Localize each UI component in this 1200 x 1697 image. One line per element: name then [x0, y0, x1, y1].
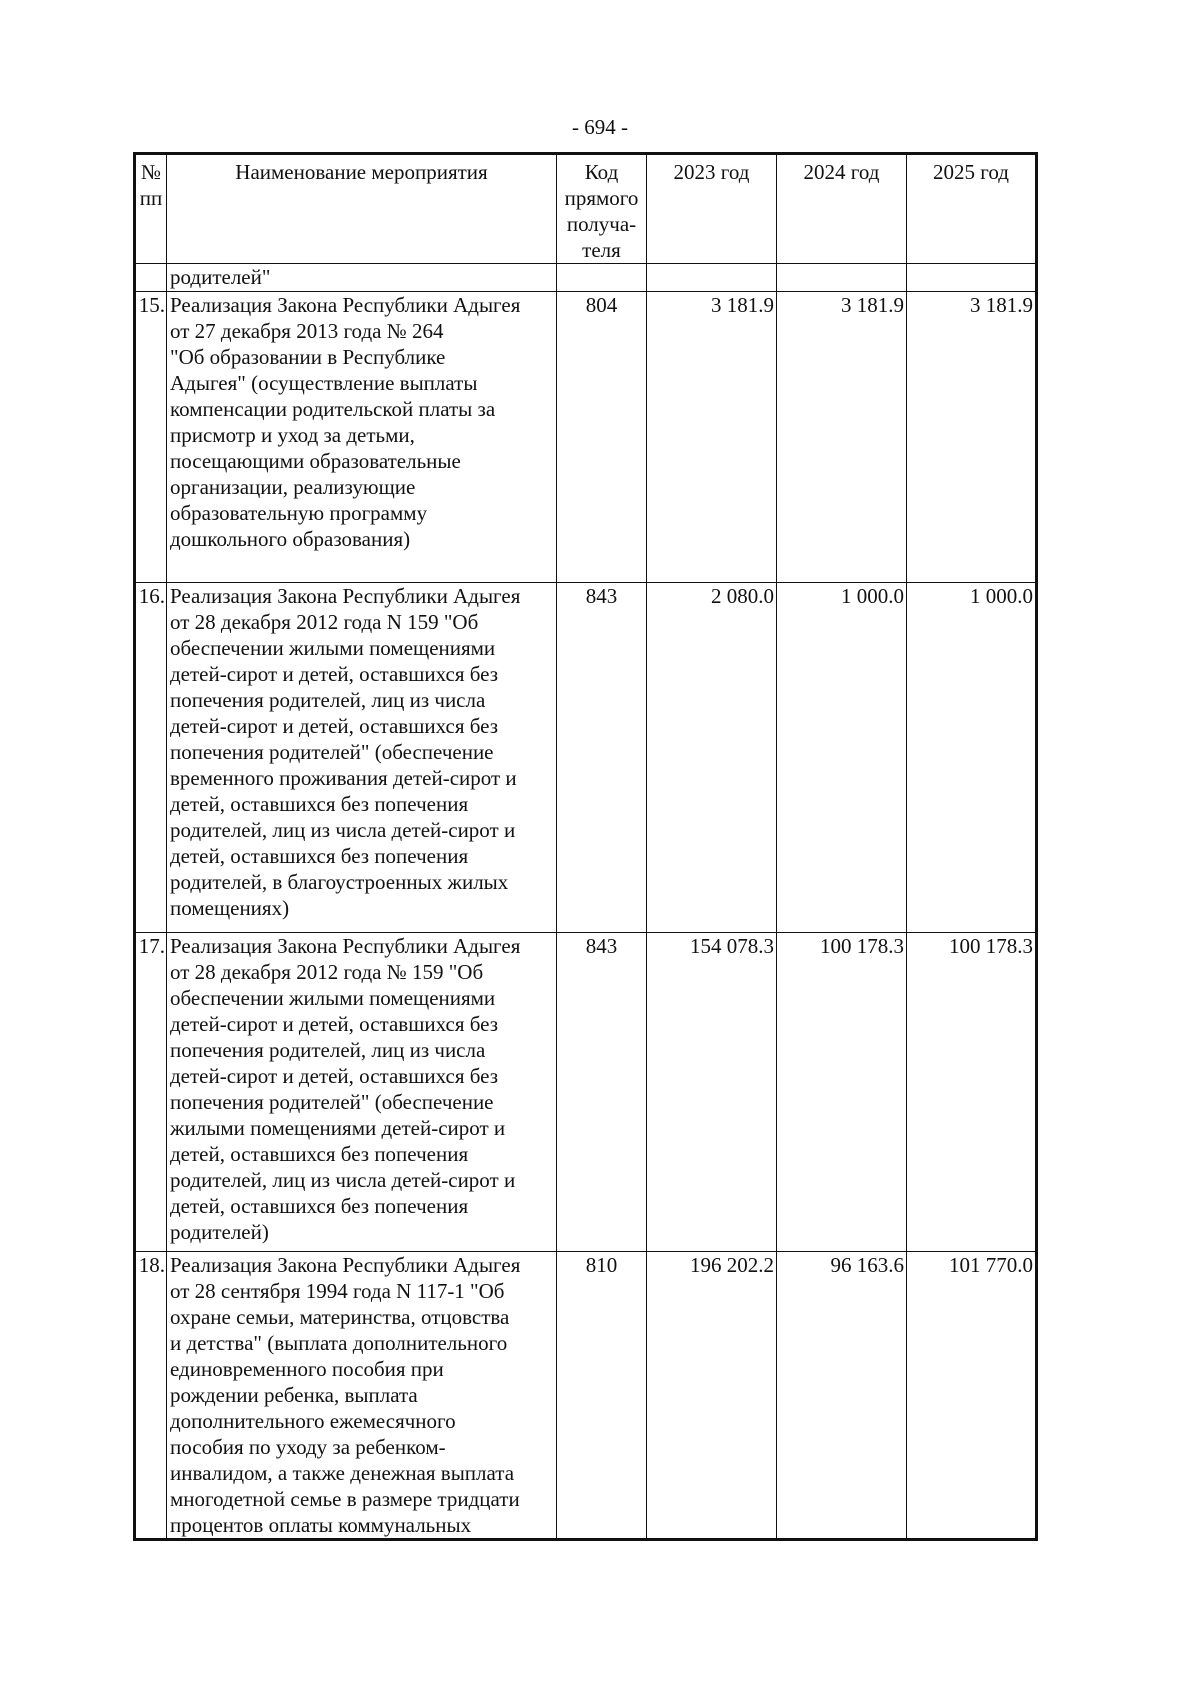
row-name: Реализация Закона Республики Адыгея от 28 декабря 2012 года № 159 "Об обеспечении жилыми помещениями детей-сирот и детей, оставшихся без попечения родителей, лиц из числа детей-сирот и детей, оставшихся без попечения родителей" (обеспечение жилыми помещениями детей-сирот и детей, оставшихся без попечения родителей, лиц из числа детей-сирот и детей, оставшихся без попечения родителей)	[167, 933, 557, 1252]
row-name: Реализация Закона Республики Адыгея от 28 сентября 1994 года N 117-1 "Об охране семьи, материнства, отцовства и детства" (выплата дополнительного единовременного пособия при рождении ребенка, выплата дополнительного ежемесячного пособия по уходу за ребенком- инвалидом, а также денежная выплата многодетной семье в размере тридцати процентов оплаты коммунальных	[167, 1252, 557, 1540]
budget-table	[133, 152, 1038, 1541]
row-number: 16.	[135, 583, 167, 933]
row-2025: 100 178.3	[907, 933, 1037, 1252]
row-name: родителей"	[167, 264, 557, 292]
header-2024: 2024 год	[777, 154, 907, 264]
row-code: 843	[557, 933, 647, 1252]
header-num: № пп	[135, 154, 167, 264]
table-row	[135, 583, 1037, 933]
row-2025: 3 181.9	[907, 292, 1037, 583]
header-code: Код прямого получа- теля	[557, 154, 647, 264]
page-number: - 694 -	[572, 115, 628, 139]
row-number: 18.	[135, 1252, 167, 1540]
row-2025	[907, 264, 1037, 292]
table-row-continuation	[135, 264, 1037, 292]
row-number: 15.	[135, 292, 167, 583]
row-name: Реализация Закона Республики Адыгея от 28 декабря 2012 года N 159 "Об обеспечении жилыми помещениями детей-сирот и детей, оставшихся без попечения родителей, лиц из числа детей-сирот и детей, оставшихся без попечения родителей" (обеспечение временного проживания детей-сирот и детей, оставшихся без попечения родителей, лиц из числа детей-сирот и детей, оставшихся без попечения родителей, в благоустроенных жилых помещениях)	[167, 583, 557, 933]
row-code: 843	[557, 583, 647, 933]
row-2024	[777, 264, 907, 292]
row-name: Реализация Закона Республики Адыгея от 27 декабря 2013 года № 264 "Об образовании в Республике Адыгея" (осуществление выплаты компенсации родительской платы за присмотр и уход за детьми, посещающими образовательные организации, реализующие образовательную программу дошкольного образования)	[167, 292, 557, 583]
row-2024: 96 163.6	[777, 1252, 907, 1540]
header-2023: 2023 год	[647, 154, 777, 264]
header-name: Наименование мероприятия	[167, 154, 557, 264]
row-2025: 101 770.0	[907, 1252, 1037, 1540]
row-2023: 3 181.9	[647, 292, 777, 583]
row-2023: 196 202.2	[647, 1252, 777, 1540]
header-2025: 2025 год	[907, 154, 1037, 264]
row-2024: 3 181.9	[777, 292, 907, 583]
row-2024: 100 178.3	[777, 933, 907, 1252]
row-number	[135, 264, 167, 292]
row-code	[557, 264, 647, 292]
row-code: 810	[557, 1252, 647, 1540]
row-2025: 1 000.0	[907, 583, 1037, 933]
row-number: 17.	[135, 933, 167, 1252]
table-row	[135, 933, 1037, 1252]
row-2023: 2 080.0	[647, 583, 777, 933]
table-header-row	[135, 154, 1037, 264]
row-2024: 1 000.0	[777, 583, 907, 933]
row-code: 804	[557, 292, 647, 583]
row-2023	[647, 264, 777, 292]
row-2023: 154 078.3	[647, 933, 777, 1252]
table-row	[135, 1252, 1037, 1540]
table-row	[135, 292, 1037, 583]
